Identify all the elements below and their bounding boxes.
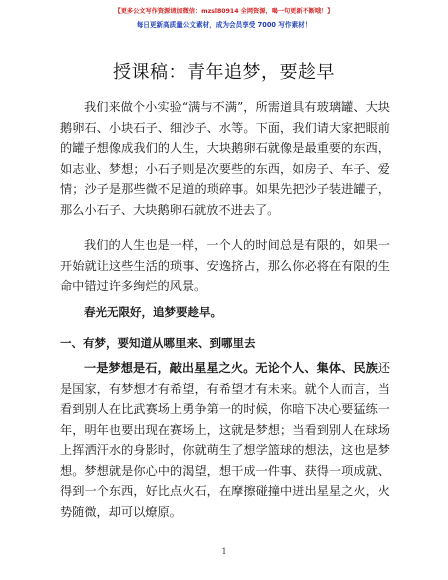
document-title: 授课稿：青年追梦，要趁早 [113, 62, 335, 83]
promo-banner-blue: 每日更新高质量公文素材，成为会员享受 7000 写作素材！ [136, 21, 312, 29]
paragraph-3 [60, 358, 390, 522]
section-slogan: 春光无限好，追梦要趁早。 [84, 305, 222, 319]
section-heading-1: 一、有梦，要知道从哪里来、到哪里去 [60, 336, 256, 350]
promo-banner-red: 【更多公文写作资源请加微信：mzsl80914 全网资源，喝一句更新不断哦！】 [114, 8, 334, 15]
paragraph-2: 我们的人生也是一样，一个人的时间总是有限的，如果一开始就让这些生活的琐事、安逸挤占，那么你必将在有限的生命中错过许多绚烂的风景。 [60, 238, 390, 293]
paragraph-3-body: 还是国家，有梦想才有希望，有希望才有未来。就个人而言，当看到别人在比武赛场上勇争第一的时候，你暗下决心要猛练一年，明年也要出现在赛场上，这就是梦想；当看到别人在球场上挥洒汗水的身影时，你就萌生了想学篮球的想法，这也是梦想。梦想就是你心中的渴望，想干成一件事、获得一项成就、得到一个东西，好比点火石，在摩擦碰撞中迸出星星之火，火势随微，却可以燎原。 [60, 361, 390, 519]
paragraph-1: 我们来做个小实验“满与不满”，所需道具有玻璃罐、大块鹅卵石、小块石子、细沙子、水等。下面，我们请大家把眼前的罐子想像成我们的人生，大块鹅卵石就像是最重要的东西，如志业、梦想；小石子则是次要些的东西，如房子、车子、爱情；沙子是那些微不足道的琐碎事。如果先把沙子装进罐子，那么小石子、大块鹅卵石就放不进去了。 [60, 100, 390, 217]
paragraph-3-lead: 一是梦想是石，敲出星星之火。无论个人、集体、民族 [84, 361, 378, 375]
page-number: 1 [221, 547, 227, 556]
